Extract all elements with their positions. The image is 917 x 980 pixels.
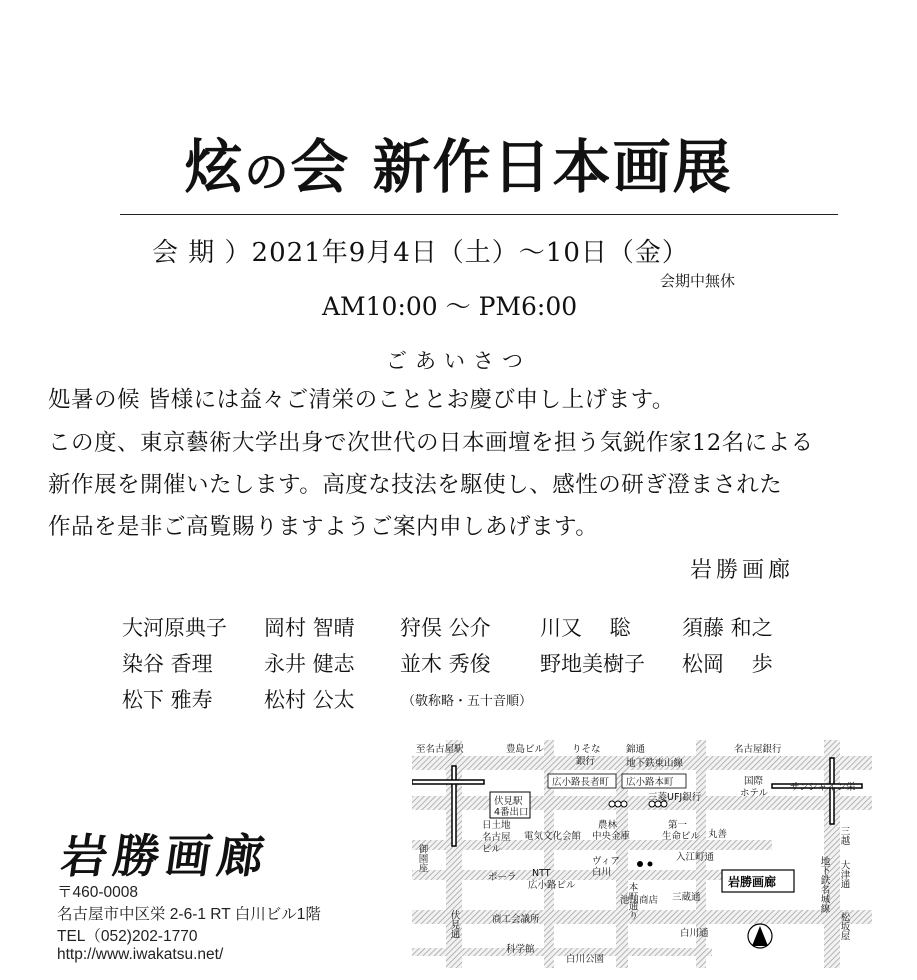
map-label: 国際 xyxy=(744,776,764,787)
map-label: 名古屋 xyxy=(482,832,511,843)
map-label: 銀行 xyxy=(576,756,596,767)
artist-name: 染谷 香理 xyxy=(122,652,213,676)
map-label: りそな xyxy=(572,744,601,755)
artist-name: 岡村 智晴 xyxy=(264,616,355,640)
gallery-phone: TEL（052)202-1770 xyxy=(57,928,198,945)
artist-name: 永井 健志 xyxy=(264,652,355,676)
artist-name: 川又 聡 xyxy=(540,616,631,640)
map-label: ビル xyxy=(482,844,502,855)
map-label: 松坂屋 xyxy=(838,912,850,941)
title-rest: 会 新作日本画展 xyxy=(290,133,733,201)
map-label: 白川通 xyxy=(680,928,709,939)
map-label: 地下鉄東山線 xyxy=(626,758,684,769)
map-label: 御園座 xyxy=(416,844,428,873)
greeting-signature: 岩勝画廊 xyxy=(690,558,795,583)
closed-note: 会期中無休 xyxy=(660,272,736,290)
map-label: 中央金庫 xyxy=(592,831,631,842)
map-label: 入江町通 xyxy=(676,852,715,863)
artist-name: 松下 雅寿 xyxy=(122,688,213,712)
map-label: 丸善 xyxy=(708,829,728,840)
map-label: ヴィア xyxy=(592,856,620,867)
title-divider xyxy=(120,214,838,215)
map-label: 三蔵通 xyxy=(672,892,701,903)
title-char-gen: 炫 xyxy=(184,133,245,201)
map-label: 池田商店 xyxy=(620,895,659,906)
artist-name: 大河原典子 xyxy=(122,616,227,640)
gallery-address: 名古屋市中区栄 2-6-1 RT 白川ビル1階 xyxy=(57,906,321,923)
road-hirokoji xyxy=(412,796,872,810)
subway-v-left xyxy=(452,766,456,846)
map-label: 地下鉄名城線 xyxy=(818,856,830,913)
map-label: 伏見通 xyxy=(448,910,460,939)
map-label: 豊島ビル xyxy=(506,744,545,755)
map-label: 電気文化会館 xyxy=(524,831,582,842)
postal-code: 〒460-0008 xyxy=(57,884,139,901)
gallery-url[interactable]: http://www.iwakatsu.net/ xyxy=(57,946,224,963)
artist-name: 並木 秀俊 xyxy=(400,652,491,676)
artist-name: 狩俣 公介 xyxy=(400,616,491,640)
map-label: 伏見駅 xyxy=(494,796,523,807)
greeting-line: この度、東京藝術大学出身で次世代の日本画壇を担う気鋭作家12名による xyxy=(48,430,814,456)
map-label: 科学館 xyxy=(506,944,535,955)
map-label: サンシャイン栄 xyxy=(790,782,856,793)
road-shirakawa xyxy=(412,910,872,924)
subway-h-left xyxy=(412,780,484,784)
title-char-no: の xyxy=(244,147,291,198)
page-title xyxy=(0,132,917,208)
map-label: 生命ビル xyxy=(662,831,701,842)
map-label: 商工会議所 xyxy=(492,914,540,925)
artist-name: 野地美樹子 xyxy=(540,652,645,676)
map-label: 三越 xyxy=(838,826,850,845)
map-label: 大津通 xyxy=(838,860,850,889)
map-label: 白川公園 xyxy=(566,954,605,965)
greeting-line: 処暑の候 皆様には益々ご清栄のこととお慶び申し上げます。 xyxy=(48,387,675,413)
map-label: 名古屋銀行 xyxy=(734,744,782,755)
access-map xyxy=(412,740,872,968)
road-honmachi xyxy=(616,770,628,968)
honorific-note: （敬称略・五十音順） xyxy=(402,694,533,709)
map-gallery-logo: 岩勝画廊 xyxy=(728,875,777,889)
map-label: 広小路長者町 xyxy=(552,777,610,788)
map-label: 広小路本町 xyxy=(626,777,674,788)
map-label: 三菱UFJ銀行 xyxy=(648,792,702,803)
greeting-line: 新作展を開催いたします。高度な技法を駆使し、感性の研ぎ澄まされた xyxy=(48,472,783,498)
map-label: 錦通 xyxy=(626,744,646,755)
map-label: NTT xyxy=(532,868,551,879)
gallery-logo: 岩勝画廊 xyxy=(57,829,274,883)
map-label: 第一 xyxy=(668,820,688,831)
greeting-line: 作品を是非ご高覧賜りますようご案内申しあげます。 xyxy=(48,514,599,540)
map-label: 4番出口 xyxy=(494,807,529,818)
map-label: 農林 xyxy=(598,820,618,831)
artist-name: 松岡 歩 xyxy=(682,652,773,676)
exhibition-period: 会 期 ）2021年9月4日（土）〜10日（金） xyxy=(152,238,689,268)
map-label: 白川 xyxy=(592,867,612,878)
map-label: 本町通り xyxy=(626,882,638,920)
map-label: 日土地 xyxy=(482,820,511,831)
opening-hours: AM10:00 〜 PM6:00 xyxy=(322,292,578,321)
artist-name: 松村 公太 xyxy=(264,688,355,712)
greeting-title: ごあいさつ xyxy=(386,349,531,373)
map-label: 至名古屋駅 xyxy=(416,744,464,755)
north-arrow-icon xyxy=(752,926,768,946)
artist-name: 須藤 和之 xyxy=(682,616,773,640)
map-label: ホテル xyxy=(740,788,769,799)
map-label: ポーラ xyxy=(488,872,517,883)
map-label: 広小路ビル xyxy=(528,880,576,891)
